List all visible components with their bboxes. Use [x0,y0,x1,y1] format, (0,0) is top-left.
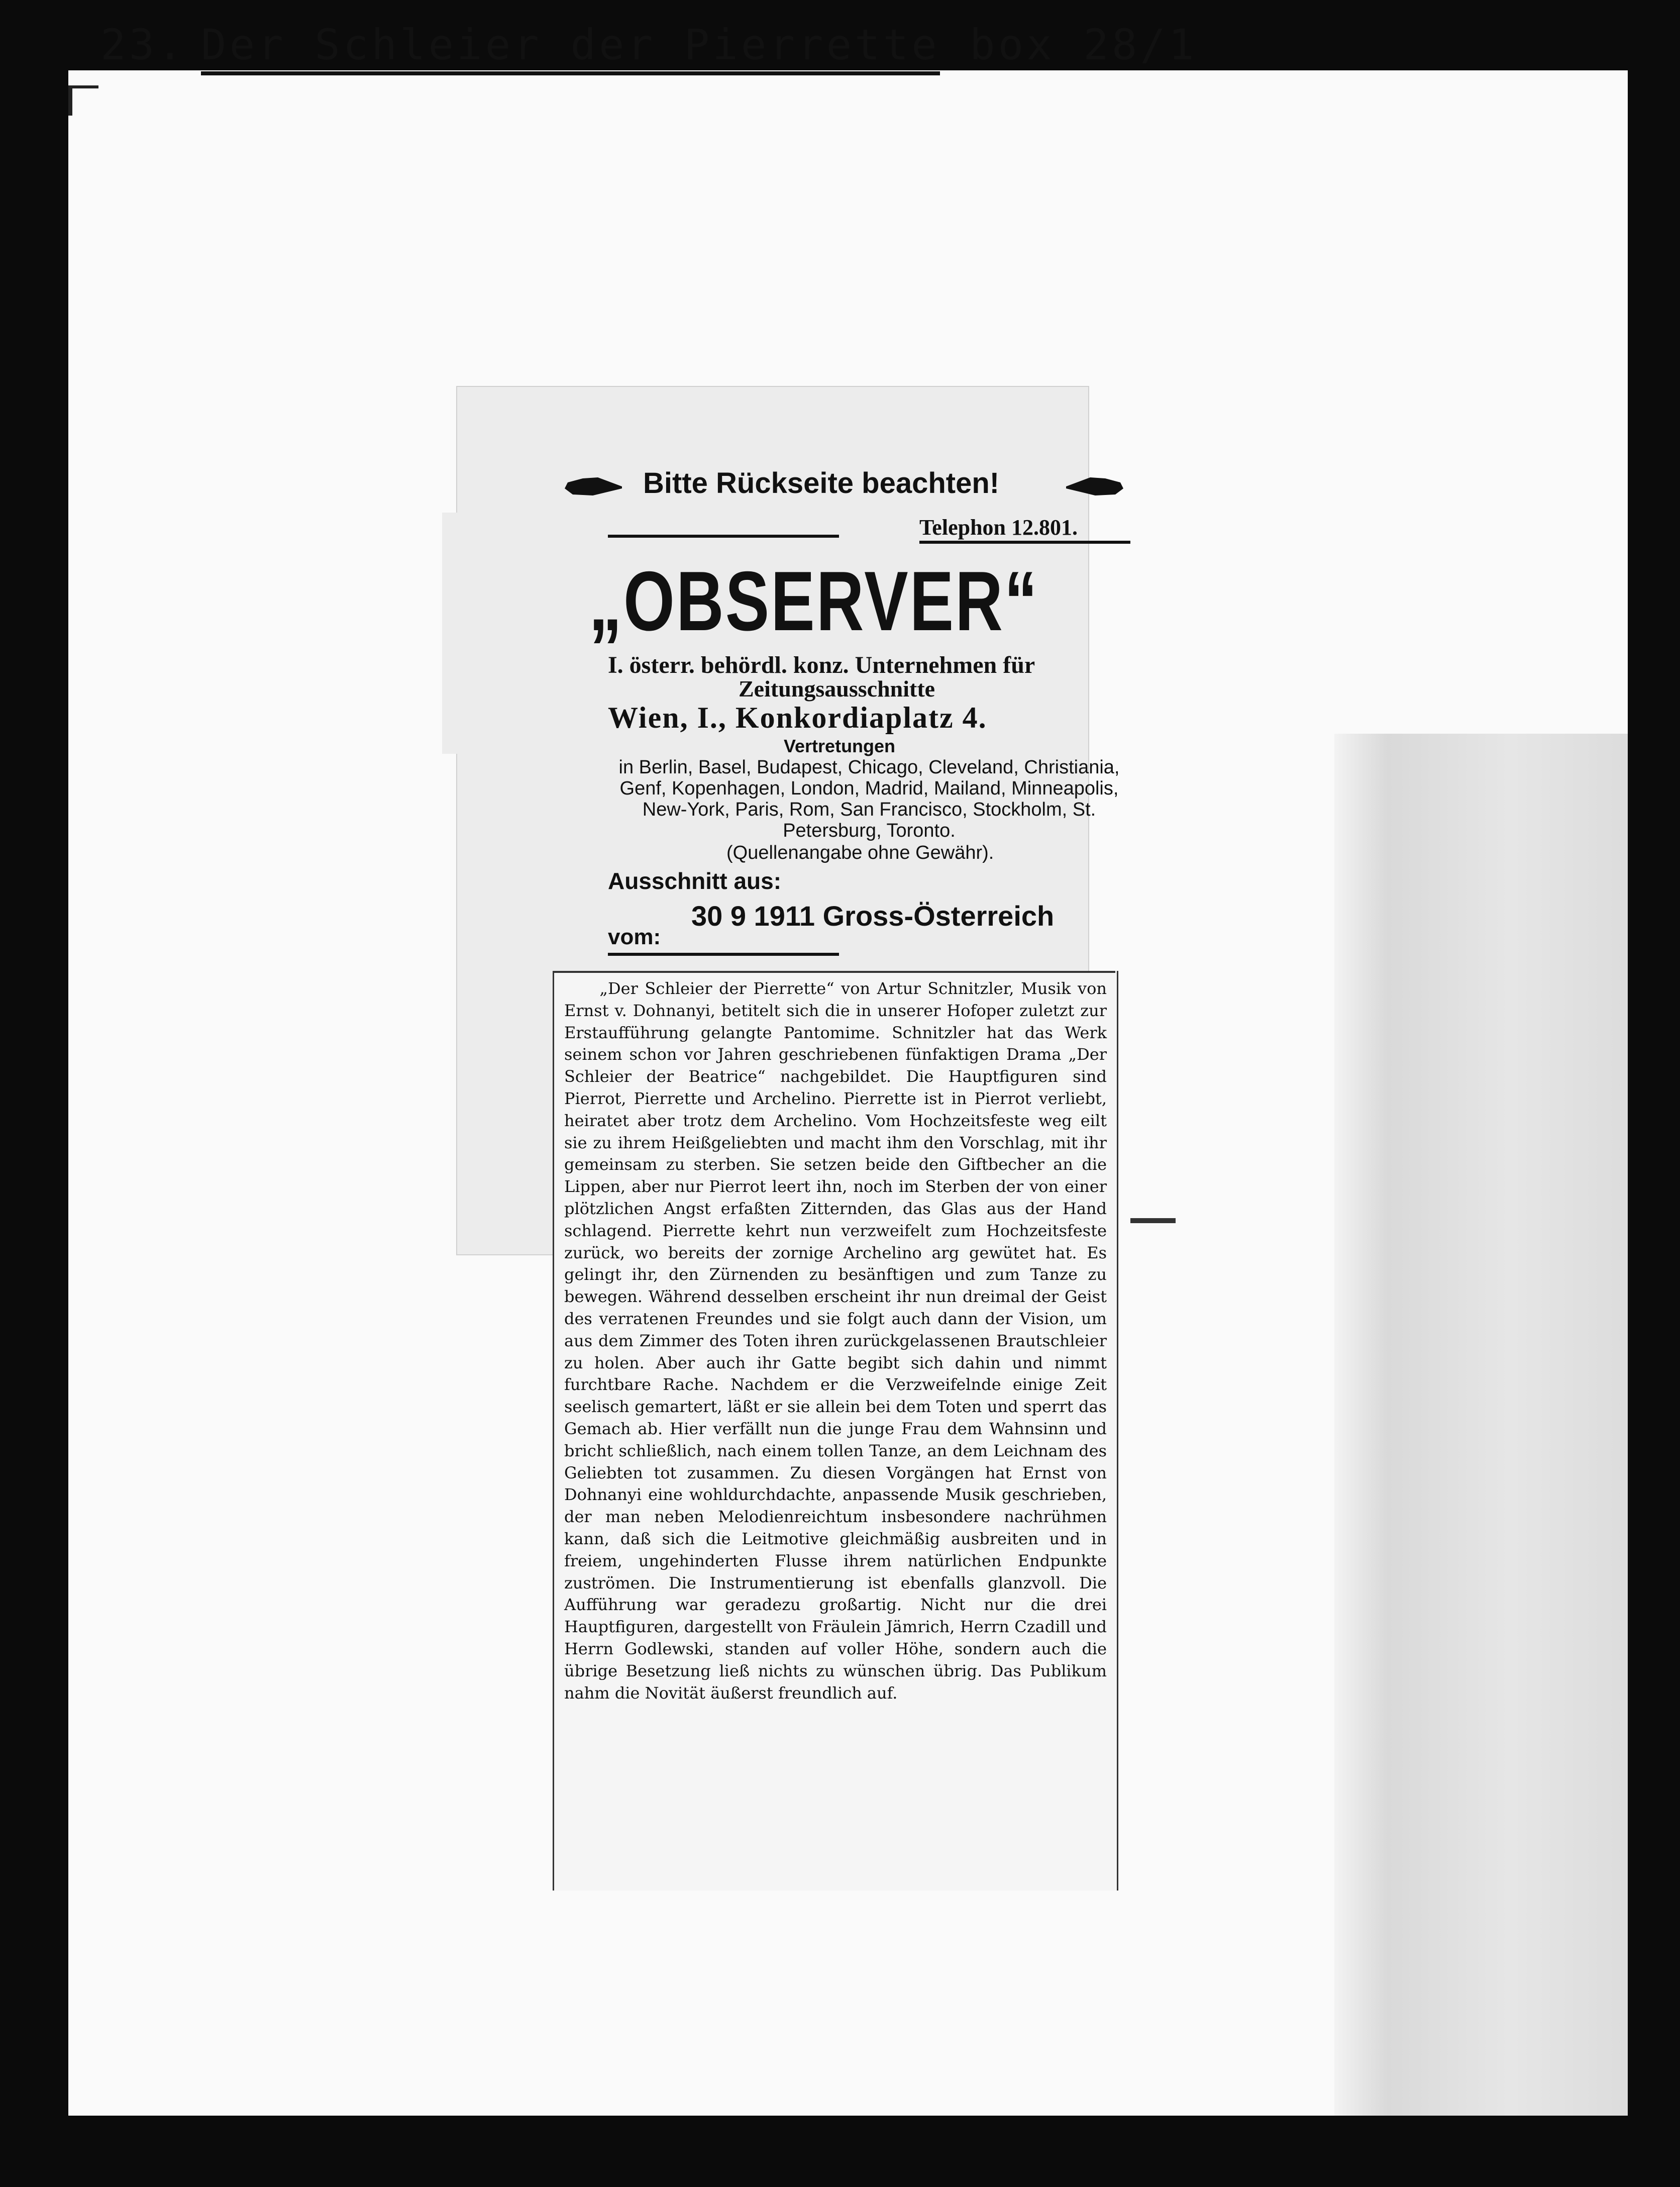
newspaper-clipping [553,971,1118,1891]
company-description-2: Zeitungsausschnitte [739,676,935,702]
pointing-hand-left-icon [563,471,623,502]
clipping-top-edge [553,971,1115,973]
folder-header [50,20,1507,90]
rule-right [919,541,1130,544]
branch-cities: in Berlin, Basel, Budapest, Chicago, Cleveland, Christiania, Genf, Kopenhagen, London, Madrid, Mailand, Minneapolis, New-York, Paris, Rom, San Francisco, Stockholm, St. Petersburg, Toronto. [618,757,1120,841]
notice-text: Bitte Rückseite beachten! [643,467,1000,500]
pointing-hand-right-icon [1065,471,1125,502]
from-rule [608,953,839,956]
slip-torn-edge [442,513,462,754]
date-stamp: 30 9 1911 Gross-Österreich [691,900,1055,932]
telephone: Telephon 12.801. [919,515,1078,540]
article-text: „Der Schleier der Pierrette“ von Artur Schnitzler, Musik von Ernst v. Dohnanyi, betitelt sich die in unserer Hofoper zuletzt zur Erstaufführung gelangte Pantomime. Schnitzler hat das Werk seinem schon vor Jahren geschriebenen fünfaktigen Drama „Der Schleier der Beatrice“ nachgebildet. Die Hauptfiguren sind Pierrot, Pierrette und Archelino. Pierrette ist in Pierrot verliebt, heiratet aber trotz dem Archelino. Vom Hochzeitsfeste weg eilt sie zu ihrem Heißgeliebten und macht ihm den Vorschlag, mit ihr gemeinsam zu sterben. Sie setzen beide den Giftbecher an die Lippen, aber nur Pierrot leert ihn, noch im Sterben der von einer plötzlichen Angst erfaßten Zitternden, das Glas aus der Hand schlagend. Pierrette kehrt nun verzweifelt zum Hochzeitsfeste zurück, wo bereits der zornige Archelino arg gewütet hat. Es gelingt ihr, den Zürnenden zu besänftigen und zum Tanze zu bewegen. Während desselben erscheint ihr nun dreimal der Geist des verratenen Freundes und sie folgt auch dann der Vision, um aus dem Zimmer des Toten ihren zurückgelassenen Brautschleier zu holen. Aber auch ihr Gatte begibt sich dahin und nimmt furchtbare Rache. Nachdem er die Verzweifelnde einige Zeit seelisch gemartert, läßt er sie allein bei dem Toten und sperrt das Gemach ab. Hier verfällt nun die junge Frau dem Wahnsinn und bricht schließlich, nach einem tollen Tanze, an dem Leichnam des Geliebten tot zusammen. Zu diesen Vorgängen hat Ernst von Dohnanyi eine wohldurchdachte, anpassende Musik geschrieben, der man neben Melodienreichtum insbesondere nachrühmen kann, daß sich die Leitmotive gleichmäßig ausbreiten und in freiem, ungehinderten Flusse ihrem natürlichen Endpunkte zuströmen. Die Instrumentierung ist ebenfalls glanzvoll. Die Aufführung war geradezu großartig. Nicht nur die drei Hauptfiguren, dargestellt von Fräulein Jämrich, Herrn Czadill und Herrn Godlewski, standen auf voller Höhe, sondern auch die übrige Besetzung ließ nichts zu wünschen übrig. Das Publikum nahm die Novität äußerst freundlich auf. [564,979,1107,1703]
from-label: vom: [608,925,661,949]
source-disclaimer: (Quellenangabe ohne Gewähr). [726,842,994,863]
sheet-shading [1334,734,1628,2116]
clipping-source-label: Ausschnitt aus: [608,868,782,894]
item-title: Der Schleier der Pierrette [201,20,940,75]
box-label: box 28/1 [970,20,1197,69]
item-number: 23. [100,20,186,69]
observer-brand: „OBSERVER“ [589,554,1039,648]
branches-heading: Vertretungen [784,736,896,756]
notice-line [563,466,1135,512]
article-body [564,978,1107,1704]
company-description: I. österr. behördl. konz. Unternehmen für [608,652,1035,678]
clip-pin [1130,1218,1176,1223]
rule-left [608,535,839,538]
company-address: Wien, I., Konkordiaplatz 4. [608,701,987,734]
